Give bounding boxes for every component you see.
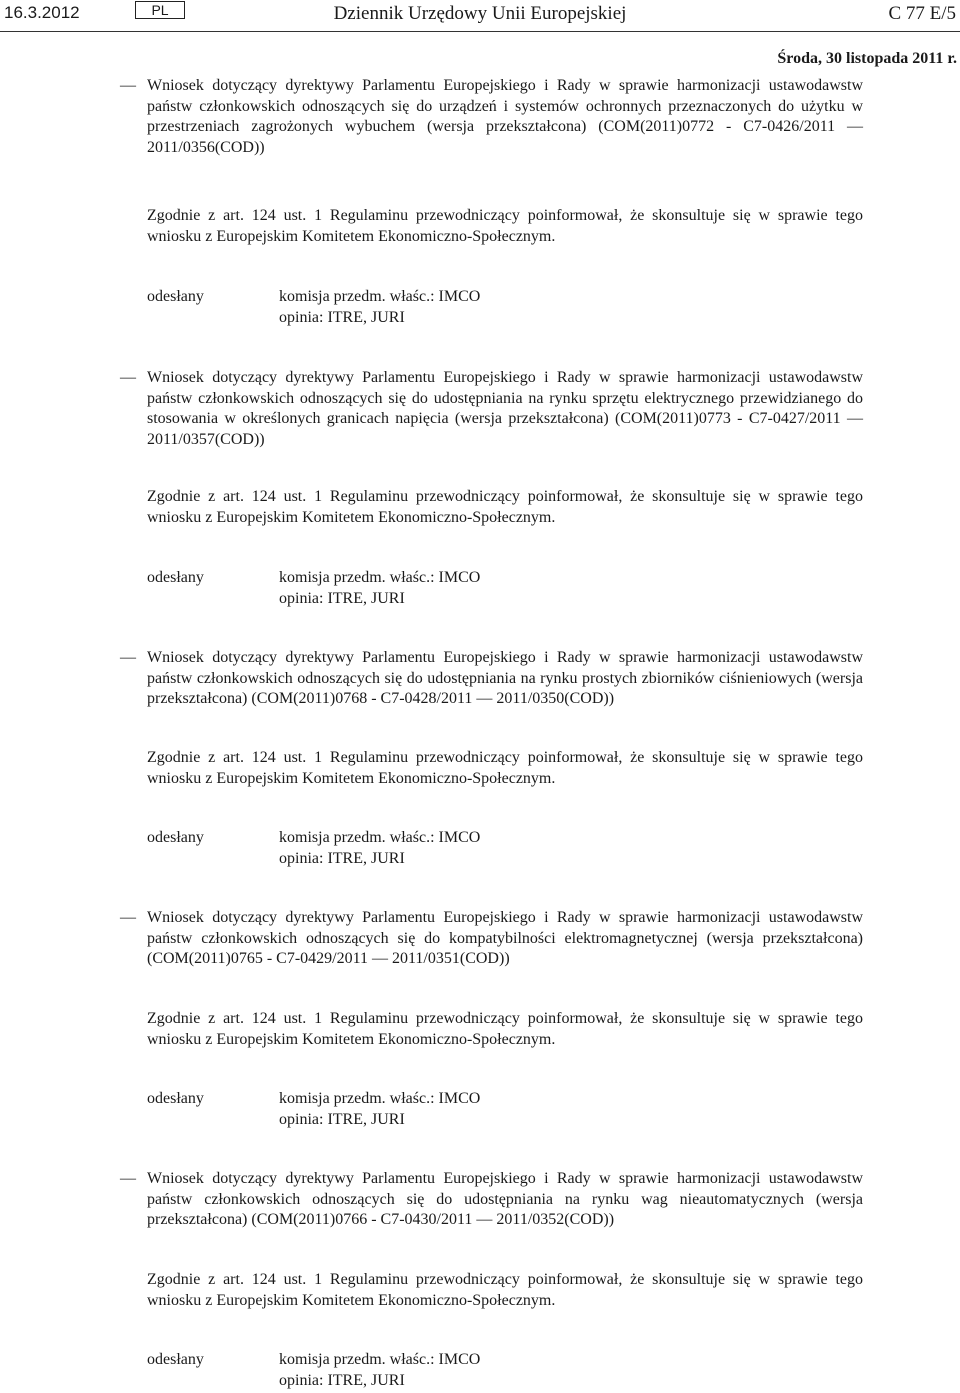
consultation-note: Zgodnie z art. 124 ust. 1 Regulaminu przewodniczący poinformował, że skonsultuje się w sprawie tego wniosku z Europejskim Komitetem Ekonomiczno-Społecznym. bbox=[147, 749, 863, 787]
committee-main: komisja przedm. właśc.: IMCO bbox=[279, 569, 481, 586]
committee-main: komisja przedm. właśc.: IMCO bbox=[279, 1351, 481, 1368]
consultation-note: Zgodnie z art. 124 ust. 1 Regulaminu przewodniczący poinformował, że skonsultuje się w sprawie tego wniosku z Europejskim Komitetem Ekonomiczno-Społecznym. bbox=[147, 488, 863, 526]
language-badge: PL bbox=[135, 1, 185, 19]
committee-opinion: opinia: ITRE, JURI bbox=[279, 1110, 405, 1128]
proposal-text: Wniosek dotyczący dyrektywy Parlamentu Europejskiego i Rady w sprawie harmonizacji ustawodawstw państw członkowskich odnoszących się do udostępniania na rynku prostych zbiorników ciśnieniowych (wersja przekształcona) (COM(2011)0768 - C7-0428/2011 — 2011/0350(COD)) bbox=[147, 649, 863, 707]
list-dash: — bbox=[120, 909, 136, 926]
referral-label: odesłany bbox=[147, 1090, 204, 1107]
referral-label: odesłany bbox=[147, 288, 204, 305]
list-dash: — bbox=[120, 649, 136, 666]
proposal-text: Wniosek dotyczący dyrektywy Parlamentu Europejskiego i Rady w sprawie harmonizacji ustawodawstw państw członkowskich odnoszących się do udostępniania na rynku sprzętu elektrycznego przewidzianego do stosowania w określonych granicach napięcia (wersja przekształcona) (COM(2011)0773 - C7-0427/2011 — 2011/0357(COD)) bbox=[147, 369, 863, 448]
referral-label: odesłany bbox=[147, 569, 204, 586]
committee-opinion: opinia: ITRE, JURI bbox=[279, 1371, 405, 1389]
page-reference: C 77 E/5 bbox=[888, 3, 956, 24]
proposal-text: Wniosek dotyczący dyrektywy Parlamentu Europejskiego i Rady w sprawie harmonizacji ustawodawstw państw członkowskich odnoszących się do urządzeń i systemów ochronnych przeznaczonych do użytku w przestrzeniach zagrożonych wybuchem (wersja przekształcona) (COM(2011)0772 - C7-0426/2011 — 2011/0356(COD)) bbox=[147, 77, 863, 156]
committee-opinion: opinia: ITRE, JURI bbox=[279, 308, 405, 326]
session-date: Środa, 30 listopada 2011 r. bbox=[777, 50, 957, 67]
committee-list bbox=[279, 568, 480, 609]
journal-title: Dziennik Urzędowy Unii Europejskiej bbox=[333, 3, 627, 24]
list-dash: — bbox=[120, 369, 136, 386]
proposal-title bbox=[120, 648, 863, 710]
committee-opinion: opinia: ITRE, JURI bbox=[279, 849, 405, 867]
committee-opinion: opinia: ITRE, JURI bbox=[279, 589, 405, 607]
referral-block bbox=[147, 1350, 863, 1392]
proposal-title bbox=[120, 76, 863, 158]
referral-block bbox=[147, 287, 863, 329]
committee-list bbox=[279, 1350, 480, 1391]
referral-block bbox=[147, 1089, 863, 1131]
consultation-note: Zgodnie z art. 124 ust. 1 Regulaminu przewodniczący poinformował, że skonsultuje się w sprawie tego wniosku z Europejskim Komitetem Ekonomiczno-Społecznym. bbox=[147, 1271, 863, 1309]
page-header bbox=[0, 0, 960, 32]
header-divider bbox=[0, 31, 960, 32]
referral-label: odesłany bbox=[147, 1351, 204, 1368]
referral-label: odesłany bbox=[147, 829, 204, 846]
list-dash: — bbox=[120, 1170, 136, 1187]
proposal-title bbox=[120, 368, 863, 450]
committee-list bbox=[279, 1089, 480, 1130]
committee-main: komisja przedm. właśc.: IMCO bbox=[279, 829, 481, 846]
publication-date: 16.3.2012 bbox=[4, 3, 80, 22]
referral-block bbox=[147, 828, 863, 870]
proposal-text: Wniosek dotyczący dyrektywy Parlamentu Europejskiego i Rady w sprawie harmonizacji ustawodawstw państw członkowskich odnoszących się do kompatybilności elektromagnetycznej (wersja przekształcona) (COM(2011)0765 - C7-0429/2011 — 2011/0351(COD)) bbox=[147, 909, 863, 967]
committee-list bbox=[279, 828, 480, 869]
list-dash: — bbox=[120, 77, 136, 94]
referral-block bbox=[147, 568, 863, 610]
consultation-note: Zgodnie z art. 124 ust. 1 Regulaminu przewodniczący poinformował, że skonsultuje się w sprawie tego wniosku z Europejskim Komitetem Ekonomiczno-Społecznym. bbox=[147, 1010, 863, 1048]
committee-main: komisja przedm. właśc.: IMCO bbox=[279, 1090, 481, 1107]
proposal-title bbox=[120, 1169, 863, 1231]
committee-list bbox=[279, 287, 480, 328]
committee-main: komisja przedm. właśc.: IMCO bbox=[279, 288, 481, 305]
proposal-title bbox=[120, 908, 863, 970]
proposal-text: Wniosek dotyczący dyrektywy Parlamentu Europejskiego i Rady w sprawie harmonizacji ustawodawstw państw członkowskich odnoszących się do udostępniania na rynku wag nieautomatycznych (wersja przekształcona) (COM(2011)0766 - C7-0430/2011 — 2011/0352(COD)) bbox=[147, 1170, 863, 1228]
consultation-note: Zgodnie z art. 124 ust. 1 Regulaminu przewodniczący poinformował, że skonsultuje się w sprawie tego wniosku z Europejskim Komitetem Ekonomiczno-Społecznym. bbox=[147, 207, 863, 245]
